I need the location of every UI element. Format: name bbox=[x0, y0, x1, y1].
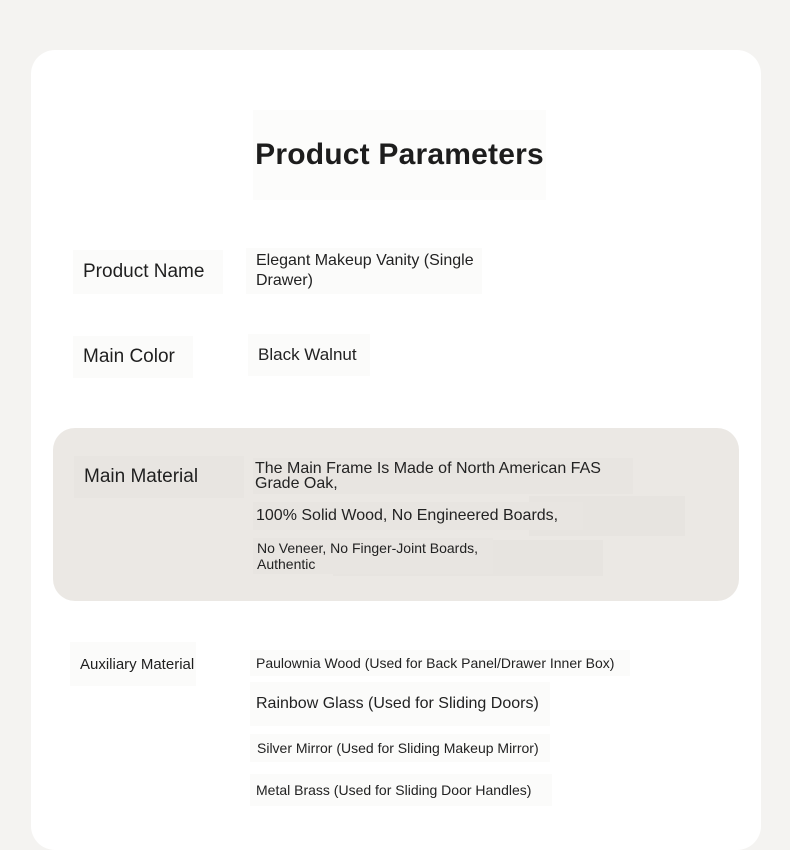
auxiliary-material-value-4: Metal Brass (Used for Sliding Door Handles) bbox=[250, 774, 552, 806]
product-name-value: Elegant Makeup Vanity (Single Drawer) bbox=[246, 248, 482, 294]
auxiliary-material-label: Auxiliary Material bbox=[70, 642, 196, 686]
main-material-band bbox=[53, 428, 739, 601]
product-name-label: Product Name bbox=[73, 250, 223, 294]
main-material-value-1: The Main Frame Is Made of North American FAS Grade Oak, bbox=[253, 458, 633, 494]
auxiliary-material-value-1: Paulownia Wood (Used for Back Panel/Drawer Inner Box) bbox=[250, 650, 630, 676]
main-material-label: Main Material bbox=[74, 456, 244, 498]
main-material-value-2: 100% Solid Wood, No Engineered Boards, bbox=[253, 502, 583, 530]
auxiliary-material-value-3: Silver Mirror (Used for Sliding Makeup Mirror) bbox=[250, 734, 550, 762]
page-title: Product Parameters bbox=[253, 110, 546, 200]
main-material-value-3: No Veneer, No Finger-Joint Boards, Authentic bbox=[253, 538, 493, 574]
main-color-value: Black Walnut bbox=[248, 334, 370, 376]
auxiliary-material-value-2: Rainbow Glass (Used for Sliding Doors) bbox=[250, 682, 550, 726]
main-color-label: Main Color bbox=[73, 336, 193, 378]
